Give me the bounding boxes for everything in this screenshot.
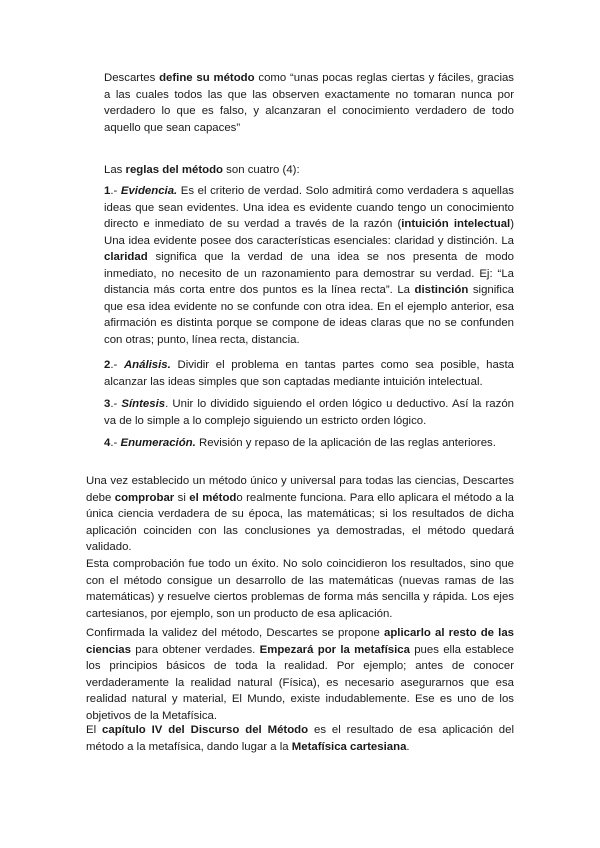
rule-1-number: 1 <box>104 185 111 197</box>
rule-3-separator: .- <box>110 398 122 410</box>
method-paragraph <box>86 473 514 556</box>
final-bold-metafisica-cartesiana: Metafísica cartesiana <box>291 740 407 753</box>
final-text-a: El <box>86 724 103 736</box>
apply-bold-metafisica: Empezará por la metafísica <box>259 643 410 656</box>
method-text-a: Una vez establecido un método único y universal para todas las ciencias, Descartes debe <box>86 475 514 504</box>
apply-text-a: Confirmada la validez del método, Descartes se propone <box>86 627 384 639</box>
rule-1-bold-distincion: distinción <box>414 284 469 296</box>
rule-1-text-d: significa que esa idea evidente no se confunde con otra idea. En el ejemplo anterior, esa afirmación es distinta porque se compone de ideas claras que no se confunden con otras; punto, línea recta, distancia. <box>104 284 514 346</box>
rule-1-text-c: significa que la verdad de una idea se nos presenta de modo inmediato, no necesito de un razonamiento para demostrar su verdad. Ej: “La distancia más corta entre dos puntos es la línea recta”. La <box>104 251 514 296</box>
rule-2-separator: .- <box>110 359 124 371</box>
rule-1-paragraph <box>104 183 514 348</box>
rule-2-paragraph <box>104 357 514 390</box>
rules-intro-count: son cuatro (4): <box>223 164 300 176</box>
rules-intro-paragraph <box>104 162 514 179</box>
rule-1-bold-claridad: claridad <box>104 251 148 263</box>
rule-4-paragraph <box>104 435 514 452</box>
rule-1-text-a: Es el criterio de verdad. Solo admitirá como verdadera s aquellas ideas que sean evidentes. Una idea es evidente cuando tengo un conocimiento directo e inmediato de su verdad a través de la razón ( <box>104 185 514 230</box>
intro-quote: como “unas pocas reglas ciertas y fáciles, gracias a las cuales todos las que las observen exactamente no tomaran nunca por verdadero lo que es falso, y alcanzaran el conocimiento verdadero de todo aquello que sean capaces” <box>104 72 515 134</box>
apply-bold-resto: aplicarlo al resto de las ciencias <box>86 627 514 656</box>
rule-3-number: 3 <box>104 398 111 410</box>
rule-1-text-b: ) Una idea evidente posee dos características esenciales: claridad y distinción. La <box>104 218 514 247</box>
final-period: . <box>406 740 410 753</box>
rule-1-separator: .- <box>110 185 121 197</box>
apply-text-b: para obtener verdades. <box>130 643 260 656</box>
final-paragraph <box>86 722 514 755</box>
rules-intro-text: Las <box>104 164 126 176</box>
intro-paragraph <box>104 70 514 136</box>
rule-4-text: Revisión y repaso de la aplicación de las reglas anteriores. <box>195 437 496 449</box>
rule-2-number: 2 <box>104 359 111 371</box>
rule-4-title: Enumeración. <box>120 437 196 449</box>
rule-4-number: 4 <box>104 437 111 449</box>
rules-intro-bold: reglas del método <box>125 164 224 176</box>
rule-1-title: Evidencia. <box>120 185 178 197</box>
final-text-b: es el resultado de esa aplicación del método a la metafísica, dando lugar a la <box>86 724 515 753</box>
method-text-b: si <box>174 491 190 504</box>
rule-3-text: . Unir lo dividido siguiendo el orden lógico u deductivo. Así la razón va de lo simple a lo complejo siguiendo un estricto orden lógico. <box>104 398 514 427</box>
rule-2-title: Análisis. <box>123 359 171 371</box>
apply-text-c: pues ella establece los principios básicos de toda la realidad. Por ejemplo; antes de conocer verdaderamente la realidad natural (Física), es necesario asegurarnos que esa realidad natural y material, El Mundo, existe indudablemente. Ese es uno de los objetivos de la Metafísica. <box>86 643 514 722</box>
rule-3-title: Síntesis <box>121 398 166 410</box>
final-bold-capitulo: capítulo IV del Discurso del Método <box>102 724 309 736</box>
success-paragraph <box>86 556 514 622</box>
rule-2-text: Dividir el problema en tantas partes como sea posible, hasta alcanzar las ideas simples que son captadas mediante intuición intelectual. <box>104 359 514 388</box>
success-text: Esta comprobación fue todo un éxito. No solo coincidieron los resultados, sino que con el método consigue un desarrollo de las matemáticas (nuevas ramas de las matemáticas) y resuelve ciertos problemas de forma más sencilla y rápida. Los ejes cartesianos, por ejemplo, son un producto de esa aplicación. <box>86 558 514 620</box>
rule-4-separator: .- <box>110 437 121 449</box>
method-bold-metodo: el métod <box>189 491 237 504</box>
intro-bold-method: define su método <box>159 72 255 84</box>
method-text-c: o realmente funciona. Para ello aplicara el método a la única ciencia verdadera de su época, las matemáticas; si los resultados de dicha aplicación coinciden con las conclusiones ya demostradas, el método quedará validado. <box>86 491 514 553</box>
rule-1-bold-intuicion: intuición intelectual <box>401 218 511 230</box>
method-bold-comprobar: comprobar <box>114 491 175 504</box>
apply-paragraph <box>86 625 514 724</box>
rule-3-paragraph <box>104 396 514 429</box>
intro-text: Descartes <box>104 72 160 84</box>
